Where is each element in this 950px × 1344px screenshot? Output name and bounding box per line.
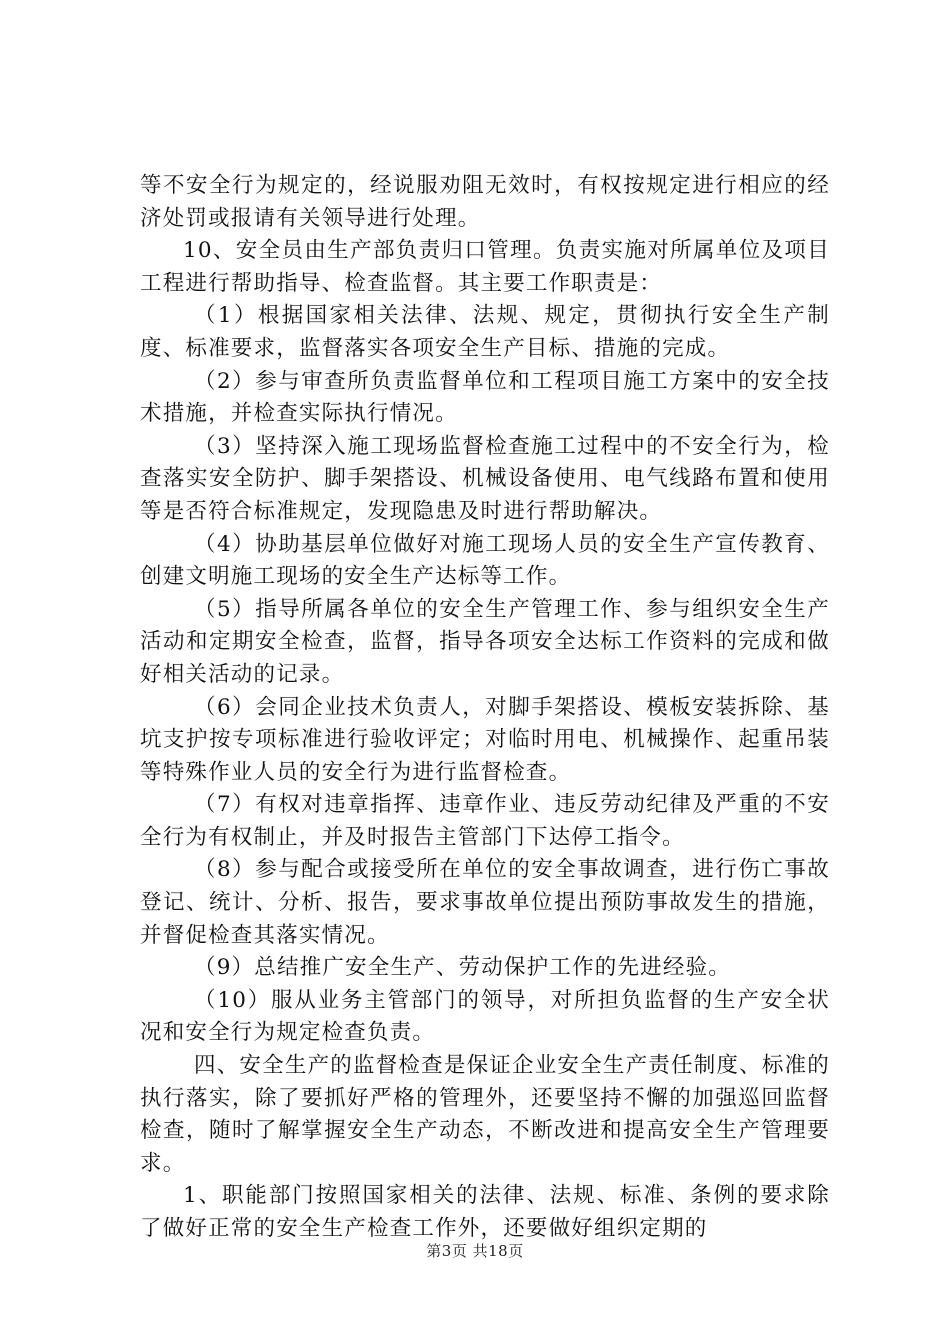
paragraph-4: （2）参与审查所负责监督单位和工程项目施工方案中的安全技术措施，并检查实际执行情况。 <box>140 368 830 427</box>
document-body <box>140 170 830 1246</box>
paragraph-10: （8）参与配合或接受所在单位的安全事故调查，进行伤亡事故登记、统计、分析、报告，要求事故单位提出预防事故发生的措施，并督促检查其落实情况。 <box>140 857 830 948</box>
paragraph-7: （5）指导所属各单位的安全生产管理工作、参与组织安全生产活动和定期安全检查，监督，指导各项安全达标工作资料的完成和做好相关活动的记录。 <box>140 596 830 687</box>
paragraph-2: 10、安全员由生产部负责归口管理。负责实施对所属单位及项目工程进行帮助指导、检查监督。其主要工作职责是： <box>140 238 830 296</box>
paragraph-12: （10）服从业务主管部门的领导，对所担负监督的生产安全状况和安全行为规定检查负责。 <box>140 987 830 1046</box>
paragraph-11: （9）总结推广安全生产、劳动保护工作的先进经验。 <box>194 955 731 981</box>
paragraph-9: （7）有权对违章指挥、违章作业、违反劳动纪律及严重的不安全行为有权制止，并及时报告主管部门下达停工指令。 <box>140 792 830 850</box>
paragraph-3: （1）根据国家相关法律、法规、规定，贯彻执行安全生产制度、标准要求，监督落实各项安全生产目标、措施的完成。 <box>140 303 830 361</box>
paragraph-1: 等不安全行为规定的，经说服劝阻无效时，有权按规定进行相应的经济处罚或报请有关领导进行处理。 <box>140 173 830 231</box>
paragraph-14: 1、职能部门按照国家相关的法律、法规、标准、条例的要求除了做好正常的安全生产检查工作外，还要做好组织定期的 <box>140 1183 830 1241</box>
paragraph-5: （3）坚持深入施工现场监督检查施工过程中的不安全行为，检查落实安全防护、脚手架搭设、机械设备使用、电气线路布置和使用等是否符合标准规定，发现隐患及时进行帮助解决。 <box>140 433 830 524</box>
paragraph-6: （4）协助基层单位做好对施工现场人员的安全生产宣传教育、创建文明施工现场的安全生产达标等工作。 <box>140 531 830 590</box>
paragraph-13: 四、安全生产的监督检查是保证企业安全生产责任制度、标准的执行落实，除了要抓好严格的管理外，还要坚持不懈的加强巡回监督检查，随时了解掌握安全生产动态，不断改进和提高安全生产管理要求。 <box>140 1053 830 1176</box>
paragraph-8: （6）会同企业技术负责人，对脚手架搭设、模板安装拆除、基坑支护按专项标准进行验收评定；对临时用电、机械操作、起重吊装等特殊作业人员的安全行为进行监督检查。 <box>140 694 830 785</box>
page-number-footer: 第3页 共18页 <box>426 1242 524 1260</box>
